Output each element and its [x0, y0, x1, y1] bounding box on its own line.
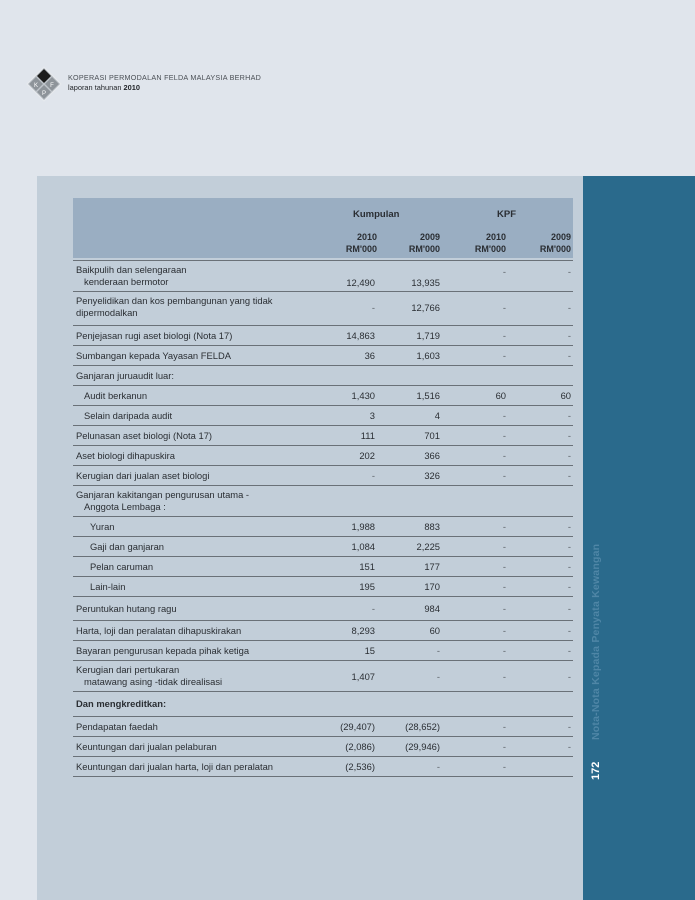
logo-letter-k: K: [33, 83, 39, 89]
cell-value: 151: [359, 561, 375, 572]
cell-value: -: [567, 741, 571, 752]
table-row: [73, 661, 573, 692]
cell-value: -: [502, 430, 506, 441]
cell-value: -: [502, 521, 506, 532]
row-label: Baikpulih dan selengaraan: [76, 264, 187, 275]
cell-value: -: [502, 330, 506, 341]
table-row: [73, 406, 573, 426]
logo-letter-p: P: [41, 91, 47, 97]
cell-value: -: [371, 470, 375, 481]
row-label: Kerugian dari jualan aset biologi: [76, 470, 210, 481]
table-row: [73, 641, 573, 661]
cell-value: 60: [429, 625, 440, 636]
table-row: [73, 717, 573, 737]
table-row: [73, 737, 573, 757]
report-prefix: laporan tahunan: [68, 83, 122, 92]
cell-value: 14,863: [346, 330, 375, 341]
table-header: [73, 198, 573, 258]
cell-value: 12,766: [411, 302, 440, 313]
cell-value: -: [567, 330, 571, 341]
cell-value: -: [502, 561, 506, 572]
cell-value: -: [502, 470, 506, 481]
cell-value: -: [567, 410, 571, 421]
cell-value: 195: [359, 581, 375, 592]
cell-value: -: [371, 603, 375, 614]
row-label-continued: kenderaan bermotor: [84, 276, 169, 287]
table-row: [73, 577, 573, 597]
cell-value: -: [502, 541, 506, 552]
cell-value: -: [567, 266, 571, 277]
section-title: Nota-Nota Kepada Penyata Kewangan: [590, 543, 602, 740]
table-row: [73, 446, 573, 466]
cell-value: -: [502, 302, 506, 313]
group-header-kpf: KPF: [497, 209, 516, 220]
cell-value: 2,225: [416, 541, 440, 552]
table-body: [73, 260, 573, 777]
row-label: Penjejasan rugi aset biologi (Nota 17): [76, 330, 233, 341]
cell-value: -: [502, 721, 506, 732]
cell-value: 984: [424, 603, 440, 614]
cell-value: 170: [424, 581, 440, 592]
row-label: Pelunasan aset biologi (Nota 17): [76, 430, 213, 441]
cell-value: -: [436, 761, 440, 772]
cell-value: 326: [424, 470, 440, 481]
cell-value: 701: [424, 430, 440, 441]
cell-value: -: [567, 350, 571, 361]
table-row: [73, 757, 573, 777]
cell-value: (2,536): [345, 761, 375, 772]
cell-value: -: [371, 302, 375, 313]
row-label: Kerugian dari pertukaran: [76, 664, 180, 675]
row-label: Selain daripada audit: [84, 410, 173, 421]
cell-value: -: [567, 470, 571, 481]
cell-value: 1,719: [416, 330, 440, 341]
cell-value: 36: [364, 350, 375, 361]
row-label: Keuntungan dari jualan pelaburan: [76, 741, 217, 752]
cell-value: -: [567, 561, 571, 572]
organization-name: KOPERASI PERMODALAN FELDA MALAYSIA BERHAD: [68, 73, 262, 82]
page-number: 172: [590, 761, 602, 780]
cell-value: -: [502, 625, 506, 636]
table-row: [73, 557, 573, 577]
row-label: Peruntukan hutang ragu: [76, 603, 177, 614]
cell-value: 1,988: [351, 521, 375, 532]
cell-value: -: [502, 761, 506, 772]
cell-value: (28,652): [405, 721, 440, 732]
cell-value: 60: [495, 390, 506, 401]
row-label: Yuran: [90, 521, 115, 532]
cell-value: 60: [560, 390, 571, 401]
cell-value: -: [436, 645, 440, 656]
table-row: [73, 386, 573, 406]
cell-value: (2,086): [345, 741, 375, 752]
cell-value: -: [567, 625, 571, 636]
table-row: [73, 326, 573, 346]
report-year: 2010: [123, 83, 140, 92]
cell-value: -: [567, 603, 571, 614]
row-label: Keuntungan dari jualan harta, loji dan peralatan: [76, 761, 274, 772]
table-row: [73, 346, 573, 366]
row-label: Pelan caruman: [90, 561, 154, 572]
cell-value: 1,603: [416, 350, 440, 361]
cell-value: -: [567, 430, 571, 441]
cell-value: 1,407: [351, 671, 375, 682]
cell-value: 202: [359, 450, 375, 461]
row-label: Lain-lain: [90, 581, 126, 592]
cell-value: (29,946): [405, 741, 440, 752]
logo-letter-f: F: [50, 83, 54, 89]
row-label: Gaji dan ganjaran: [90, 541, 165, 552]
cell-value: 8,293: [351, 625, 375, 636]
cell-value: -: [436, 671, 440, 682]
cell-value: -: [502, 350, 506, 361]
table-row: [73, 537, 573, 557]
cell-value: -: [567, 581, 571, 592]
cell-value: (29,407): [340, 721, 375, 732]
table-row: [73, 621, 573, 641]
row-label: Sumbangan kepada Yayasan FELDA: [76, 350, 231, 361]
section-sidebar: [583, 176, 695, 900]
table-row: [73, 466, 573, 486]
cell-value: -: [567, 450, 571, 461]
cell-value: -: [502, 581, 506, 592]
cell-value: 1,430: [351, 390, 375, 401]
report-header: [68, 73, 261, 93]
cell-value: 12,490: [346, 277, 375, 288]
row-label: Harta, loji dan peralatan dihapuskirakan: [76, 625, 242, 636]
cell-value: -: [502, 410, 506, 421]
cell-value: 111: [360, 430, 375, 441]
row-label: Dan mengkreditkan:: [76, 698, 167, 709]
cell-value: 177: [424, 561, 440, 572]
row-label-continued: Anggota Lembaga :: [84, 501, 166, 512]
cell-value: -: [567, 521, 571, 532]
row-label: Pendapatan faedah: [76, 721, 158, 732]
table-row: [73, 260, 573, 292]
table-row: [73, 486, 573, 517]
cell-value: -: [567, 671, 571, 682]
row-label: Penyelidikan dan kos pembangunan yang tidak: [76, 295, 273, 306]
table-row: [73, 517, 573, 537]
row-label: Aset biologi dihapuskira: [76, 450, 176, 461]
cell-value: -: [567, 645, 571, 656]
cell-value: -: [567, 721, 571, 732]
row-label: Audit berkanun: [84, 390, 148, 401]
cell-value: -: [502, 671, 506, 682]
row-label: Ganjaran kakitangan pengurusan utama -: [76, 489, 250, 500]
row-label-continued: matawang asing -tidak direalisasi: [84, 676, 223, 687]
cell-value: 1,516: [416, 390, 440, 401]
table-row: [73, 597, 573, 621]
report-title: [68, 83, 261, 93]
cell-value: -: [502, 603, 506, 614]
group-header-kumpulan: Kumpulan: [353, 209, 400, 220]
row-label: Bayaran pengurusan kepada pihak ketiga: [76, 645, 250, 656]
financial-table: [73, 198, 573, 777]
kpf-logo-icon: [26, 66, 62, 102]
column-header: 2009 RM'000: [539, 232, 571, 254]
column-header: 2009 RM'000: [408, 232, 440, 254]
column-header: 2010 RM'000: [474, 232, 506, 254]
cell-value: 883: [424, 521, 440, 532]
table-row: [73, 426, 573, 446]
column-header: 2010 RM'000: [345, 232, 377, 254]
cell-value: -: [567, 541, 571, 552]
cell-value: 1,084: [351, 541, 375, 552]
row-label: Ganjaran juruaudit luar:: [76, 370, 174, 381]
cell-value: 15: [364, 645, 375, 656]
table-row: [73, 366, 573, 386]
cell-value: 4: [434, 410, 440, 421]
cell-value: 13,935: [411, 277, 440, 288]
cell-value: 366: [424, 450, 440, 461]
table-row: [73, 292, 573, 326]
cell-value: -: [502, 645, 506, 656]
table-row: [73, 692, 573, 717]
cell-value: -: [502, 450, 506, 461]
cell-value: -: [502, 266, 506, 277]
cell-value: 3: [369, 410, 375, 421]
cell-value: -: [502, 741, 506, 752]
row-label-continued: dipermodalkan: [76, 307, 138, 318]
cell-value: -: [567, 302, 571, 313]
